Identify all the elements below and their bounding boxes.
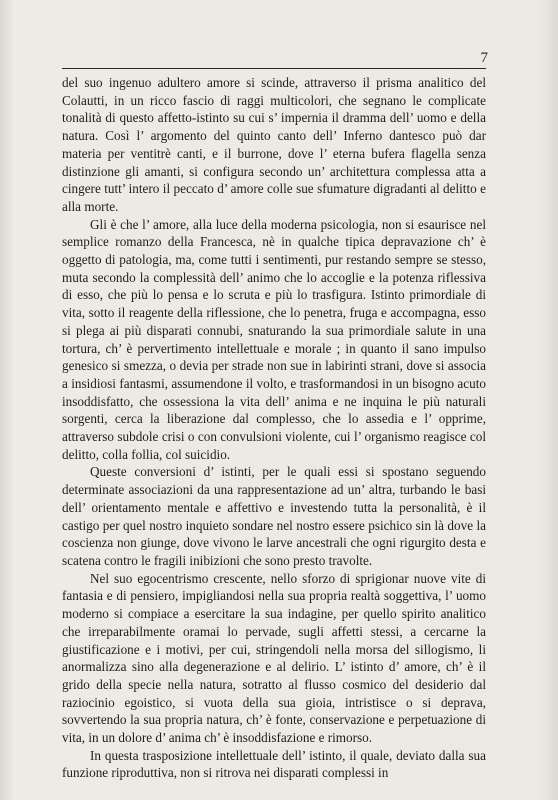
body-text [62, 74, 486, 782]
paragraph: del suo ingenuo adultero amore si scinde, attraverso il prisma analitico del Colautti, in un ricco fascio di raggi multicolori, che segnano le complicate tonalità di questo affetto-istinto su cui s’ impernia il dramma dell’ uomo e della natura. Così l’ argomento del quinto canto dell’ Inferno dantesco può dar materia per ventitrè canti, e il burrone, dove l’ eterna bufera flagella senza distinzione gli amanti, si configura secondo un’ architettura complessa atta a cingere tutt’ intero il peccato d’ amore colle sue sfumature digradanti al delitto e alla morte. [62, 75, 486, 214]
paragraph: Queste conversioni d’ istinti, per le quali essi si spostano seguendo determinate associazioni da una rappresentazione ad un’ altra, turbando le basi dell’ orientamento mentale e affettivo e investendo tutta la personalità, è il castigo per quel nostro inquieto sondare nel nostro essere psichico sin là dove la coscienza non giunge, dove vivono le larve ancestrali che ogni rigurgito desta e scatena contro le fragili inibizioni che sono presto travolte. [62, 464, 486, 568]
paragraph: Gli è che l’ amore, alla luce della moderna psicologia, non si esaurisce nel semplice romanzo della Francesca, nè in qualche tipica depravazione ch’ è oggetto di patologia, ma, come tutti i sentimenti, pur restando sempre se stesso, muta secondo la complessità dell’ animo che lo accoglie e la potenza riflessiva di esso, che più lo pensa e lo scruta e più lo trasfigura. Istinto primordiale di vita, sotto il reagente della riflessione, che lo penetra, fruga e accompagna, esso si plega ai più disparati connubi, snaturando la sua primordiale salute in una tortura, ch’ è pervertimento intellettuale e morale ; in quanto il sano impulso genesico si smezza, o devia per strade non sue in labirinti strani, dove si associa a insidiosi fantasmi, assumendone il volto, e trasformandosi in un bisogno acuto insoddisfatto, che ossessiona la vita dell’ anima e ne inquina le più naturali sorgenti, cerca la liberazione dal complesso, che lo assedia e l’ opprime, attraverso subdole crisi o con convulsioni violente, cui l’ organismo reagisce col delitto, colla follia, col suicidio. [62, 216, 486, 462]
paragraph: In questa trasposizione intellettuale dell’ istinto, il quale, deviato dalla sua funzione riproduttiva, non si ritrova nei disparati complessi in [62, 747, 486, 781]
page-number: 7 [480, 50, 488, 66]
header-rule [62, 68, 486, 69]
paragraph: Nel suo egocentrismo crescente, nello sforzo di sprigionar nuove vite di fantasia e di pensiero, impigliandosi nella sua propria realtà soggettiva, l’ uomo moderno si compiace a esercitare la sua indagine, per quello spirito analitico che irreparabilmente oramai lo pervade, sugli affetti stessi, a cercarne la giustificazione e i motivi, per cui, stringendoli nella morsa del sillogismo, li anormalizza sino alla degenerazione e al delirio. L’ istinto d’ amore, ch’ è il grido della specie nella natura, sotratto al flusso cosmico del desiderio dal raziocinio egoistico, si vuota della sua gioia, intristisce o si deprava, sovvertendo la sua propria natura, ch’ è fonte, conservazione e perpetuazione di vita, in un dolore d’ anima ch’ è insoddisfazione e rimorso. [62, 570, 486, 746]
